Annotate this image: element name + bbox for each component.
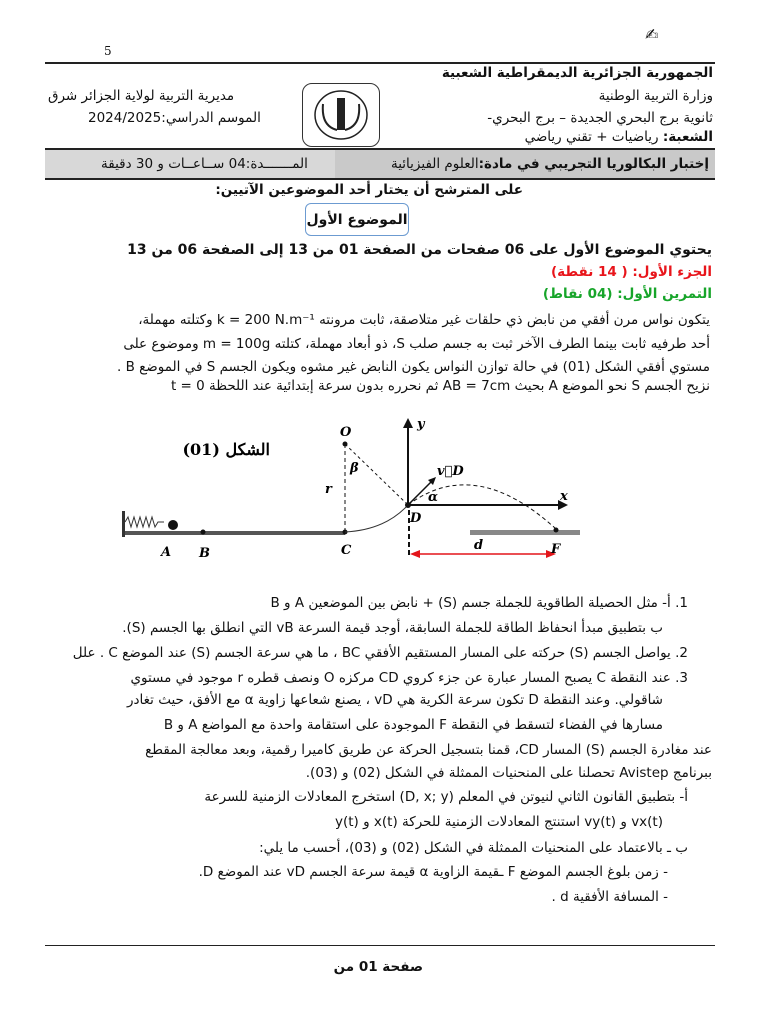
republic-name: الجمهورية الجزائرية الديمقراطية الشعبية [441, 65, 713, 81]
question-1a: 1. أ- مثل الحصيلة الطاقوية للجملة جسم (S) + نابض بين الموضعين A و B [270, 595, 688, 611]
paragraph-line: أحد طرفيه ثابت بينما الطرف الآخر ثبت به جسم صلب S، ذو أبعاد مهملة، كتلته m = 100g وموضوع على [123, 336, 710, 352]
footer-rule [45, 945, 715, 946]
exercise-one-heading: التمرين الأول: (04 نقاط) [542, 286, 712, 302]
label-vD: v⃗D [437, 464, 464, 479]
question-3a-line: vx(t) و vy(t) استنتج المعادلات الزمنية للحركة x(t) و y(t) [334, 814, 663, 830]
label-C: C [341, 543, 352, 558]
question-3-line: مسارها في الفضاء لتسقط في النقطة F الموجودة على استقامة واحدة مع المواضع A و B [163, 717, 663, 733]
label-F: F [551, 542, 561, 557]
label-A: A [161, 545, 172, 560]
figure-title: الشكل (01) [182, 440, 270, 459]
label-x: x [560, 489, 568, 504]
label-D: D [410, 511, 422, 526]
label-alpha: α [428, 490, 439, 505]
label-B: B [199, 546, 210, 561]
body-s [168, 520, 178, 530]
question-1b: ب بتطبيق مبدأ انحفاظ الطاقة للجملة السابقة، أوجد قيمة السرعة vB التي انطلق بها الجسم (S). [122, 620, 663, 636]
subject-box: الموضوع الأول [305, 203, 409, 236]
school-name: ثانوية برج البحري الجديدة – برج البحري- [487, 110, 713, 126]
stream-label: الشعبة: [662, 129, 713, 145]
pages-note: يحتوي الموضوع الأول على 06 صفحات من الصفحة 01 من 13 إلى الصفحة 06 من 13 [127, 242, 712, 258]
part-one-heading: الجزء الأول: ( 14 نقطة) [551, 264, 712, 280]
question-3-line: عند مغادرة الجسم (S) المسار CD، قمنا بتسجيل الحركة عن طريق كاميرا رقمية، وبعد معالجة المقطع [145, 742, 712, 758]
instruction: على المترشح أن يختار أحد الموضوعين الآتيين: [215, 182, 523, 198]
exam-subject: العلوم الفيزيائية [390, 156, 479, 172]
landing-plank [470, 530, 580, 535]
question-3b-item: - زمن بلوغ الجسم الموضع F ـقيمة الزاوية α قيمة سرعة الجسم vD عند الموضع D. [198, 864, 668, 880]
paragraph-line: يتكون نواس مرن أفقي من نابض ذي حلقات غير متلاصقة، ثابت مرونته k = 200 N.m⁻¹ وكتلته مهملة، [138, 312, 710, 328]
question-3: 3. عند النقطة C يصبح المسار عبارة عن جزء كروي CD مركزه O ونصف قطره r موجود في مستوي [130, 670, 688, 686]
exam-title-bold: إختبار البكالوريا التجريبي في مادة: [478, 156, 709, 172]
question-2: 2. يواصل الجسم (S) حركته على المسار المستقيم الأفقي BC ، ما هي سرعة الجسم (S) عند الموضع C . علل [72, 645, 688, 661]
school-season: الموسم الدراسي:2024/2025 [88, 110, 261, 126]
directorate-name: مديرية التربية لولاية الجزائر شرق [48, 88, 235, 104]
stream-value: رياضيات + تقني رياضي [524, 129, 663, 145]
paragraph-line: مستوي أفقي الشكل (01) في حالة توازن النواس يكون النابض غير مشوه ويكون الجسم S في الموضع B . [116, 359, 710, 375]
label-r: r [325, 482, 332, 497]
question-3-line: شاقولي. وعند النقطة D تكون سرعة الكرية هي vD ، يصنع شعاعها زاوية α مع الأفق، حيث تغادر [126, 692, 663, 708]
question-3b-item: - المسافة الأفقية d . [551, 889, 668, 905]
ministry-name: وزارة التربية الوطنية [598, 88, 713, 104]
horizontal-track [125, 531, 345, 535]
page-number: 5 [104, 44, 112, 58]
label-y: y [417, 417, 425, 432]
paragraph-line: نزيح الجسم S نحو الموضع A بحيث AB = 7cm ثم نحرره بدون سرعة إبتدائية عند اللحظة t = 0 [170, 378, 710, 394]
hand-icon: ✍ [645, 25, 659, 44]
label-O: O [340, 425, 352, 440]
exam-duration: المـــــــدة:04 ســاعــات و 30 دقيقة [101, 156, 308, 172]
label-d: d [474, 538, 484, 553]
wall [122, 511, 125, 537]
page-footer: صفحة 01 من [333, 959, 423, 975]
question-3a: أ- بتطبيق القانون الثاني لنيوتن في المعلم (D, x; y) استخرج المعادلات الزمنية للسرعة [204, 789, 688, 805]
question-3b: ب ـ بالاعتماد على المنحنيات الممثلة في الشكل (02) و (03)، أحسب ما يلي: [259, 840, 688, 856]
label-beta: β [350, 461, 359, 476]
question-3-line: ببرنامج Avistep تحصلنا على المنحنيات الممثلة في الشكل (02) و (03). [305, 765, 712, 781]
spring [125, 517, 164, 527]
